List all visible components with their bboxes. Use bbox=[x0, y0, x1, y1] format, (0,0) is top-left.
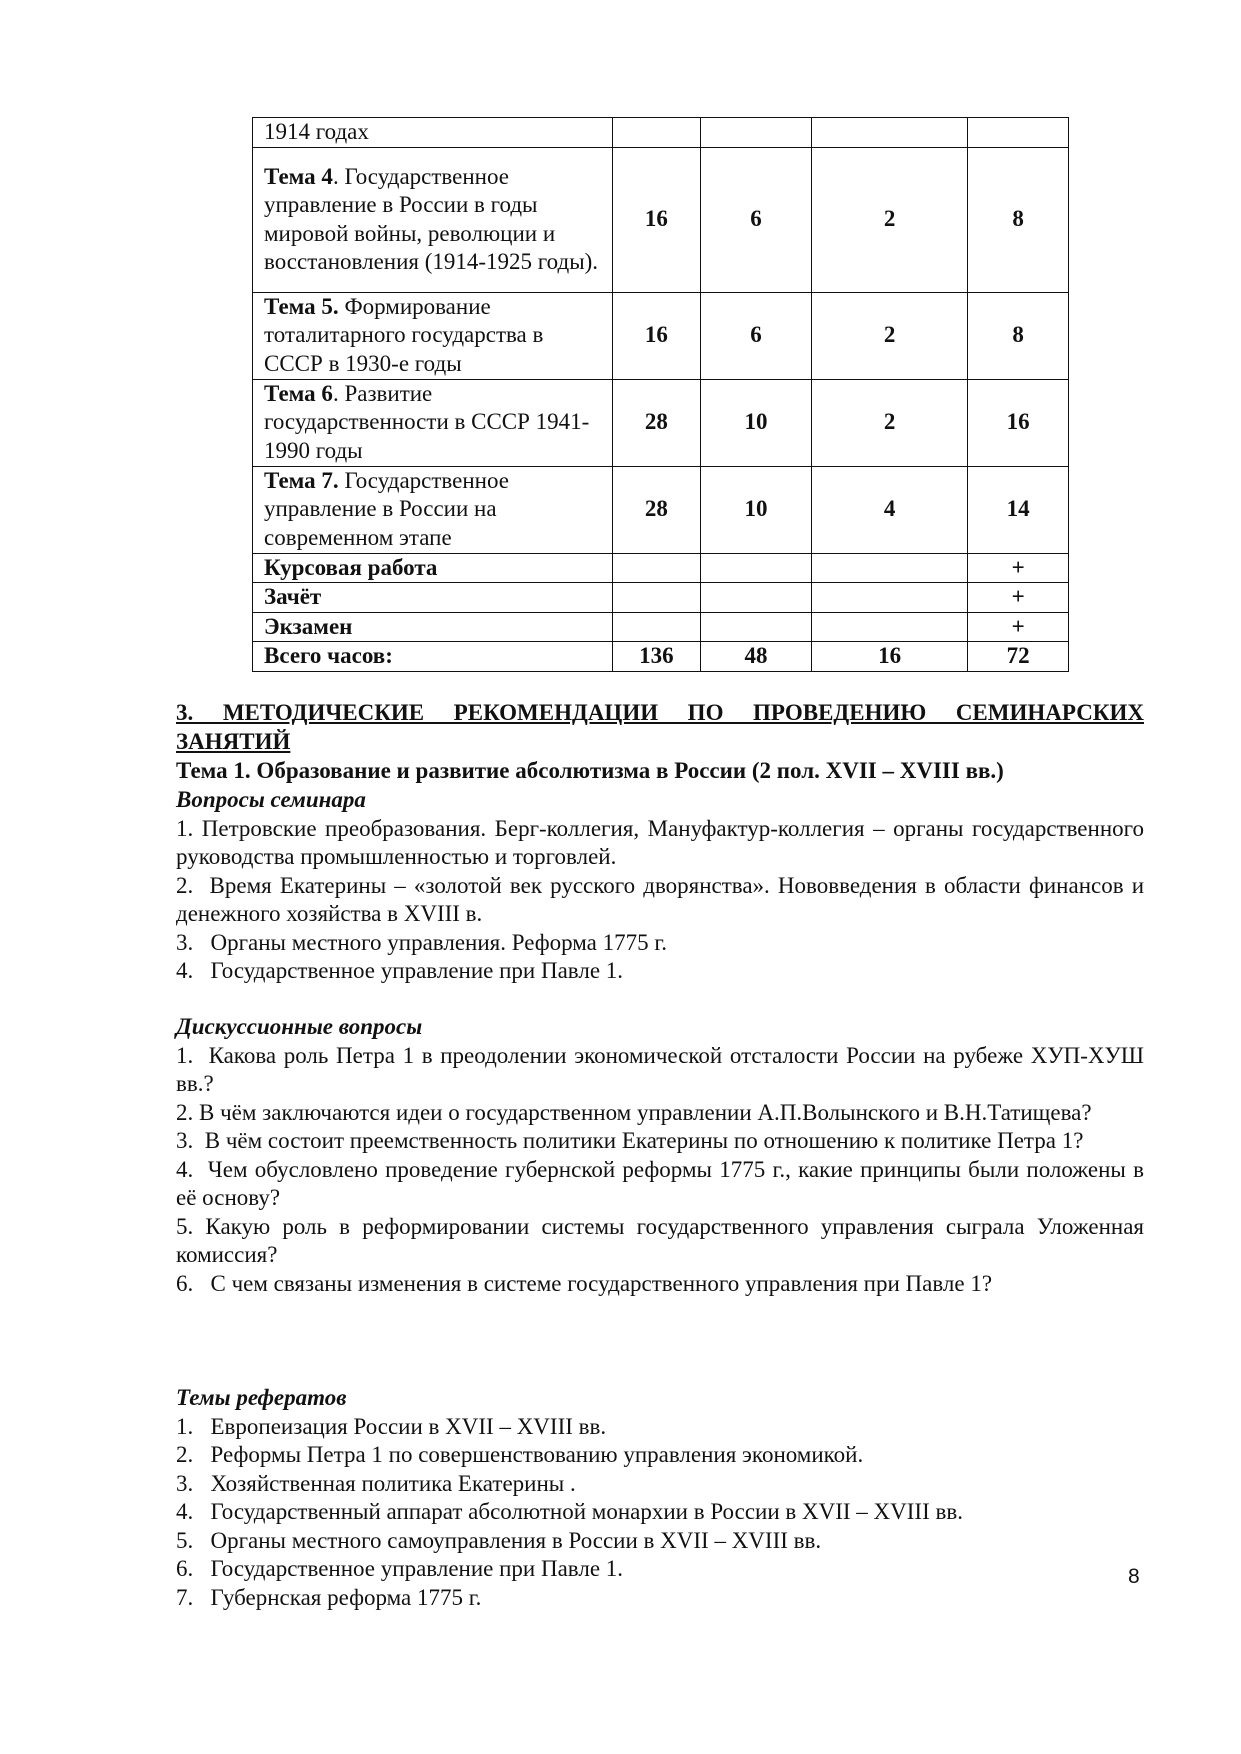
hours-seminars-cell: 2 bbox=[812, 147, 968, 292]
list-item: 5. Органы местного самоуправления в России в XVII – XVIII вв. bbox=[176, 1527, 822, 1553]
topic-cell: 1914 годах bbox=[253, 118, 613, 148]
hours-lectures-cell: 6 bbox=[701, 292, 812, 379]
seminar-questions-title: Вопросы семинара bbox=[176, 787, 366, 812]
seminar-questions bbox=[176, 786, 1144, 986]
hours-self-study-cell bbox=[968, 118, 1069, 148]
hours-self-study-cell: 8 bbox=[968, 147, 1069, 292]
hours-total-cell: 16 bbox=[612, 292, 700, 379]
list-item: 1. Европеизация России в XVII – XVIII вв. bbox=[176, 1413, 607, 1439]
hours-lectures-cell: 10 bbox=[701, 379, 812, 466]
table-row bbox=[253, 466, 1069, 553]
table-row bbox=[253, 118, 1069, 148]
list-item: 6. С чем связаны изменения в системе государственного управления при Павле 1? bbox=[176, 1270, 993, 1296]
list-item: 2. Время Екатерины – «золотой век русского дворянства». Нововведения в области финансов и денежного хозяйства в XVIII в. bbox=[176, 872, 1145, 926]
table-row bbox=[253, 612, 1069, 642]
hours-total-cell bbox=[612, 118, 700, 148]
topic-cell: Тема 7. Государственное управление в России на современном этапе bbox=[253, 466, 613, 553]
hours-seminars-cell bbox=[812, 118, 968, 148]
hours-seminars-cell: 4 bbox=[812, 466, 968, 553]
list-item: 4. Государственное управление при Павле 1. bbox=[176, 958, 624, 983]
hours-self-study-cell: + bbox=[968, 553, 1069, 583]
table-row bbox=[253, 583, 1069, 613]
section-heading-line: ЗАНЯТИЙ bbox=[176, 728, 291, 754]
topic-cell: Тема 6. Развитие государственности в СССР 1941-1990 годы bbox=[253, 379, 613, 466]
hours-self-study-cell: 14 bbox=[968, 466, 1069, 553]
section-heading bbox=[176, 699, 1144, 756]
list-item: 1. Петровские преобразования. Берг-коллегия, Мануфактур-коллегия – органы государственного руководства промышленностью и торговлей. bbox=[176, 815, 1144, 869]
hours-seminars-cell bbox=[812, 612, 968, 642]
topic-cell: Всего часов: bbox=[253, 642, 613, 672]
list-item: 3. Хозяйственная политика Екатерины . bbox=[176, 1470, 576, 1496]
list-item: 7. Губернская реформа 1775 г. bbox=[176, 1584, 482, 1610]
hours-total-cell bbox=[612, 612, 700, 642]
topic-cell: Тема 4. Государственное управление в России в годы мировой войны, революции и восстановления (1914-1925 годы). bbox=[253, 147, 613, 292]
essay-topics bbox=[176, 1384, 1144, 1612]
list-item: 3. Органы местного управления. Реформа 1775 г. bbox=[176, 929, 667, 955]
essay-topics-title: Темы рефератов bbox=[176, 1385, 347, 1410]
hours-self-study-cell: 16 bbox=[968, 379, 1069, 466]
hours-seminars-cell bbox=[812, 583, 968, 613]
hours-lectures-cell: 6 bbox=[701, 147, 812, 292]
list-item: 4. Государственный аппарат абсолютной монархии в России в XVII – XVIII вв. bbox=[176, 1499, 963, 1524]
hours-total-cell: 136 bbox=[612, 642, 700, 672]
topic-cell: Тема 5. Формирование тоталитарного государства в СССР в 1930-е годы bbox=[253, 292, 613, 379]
topic-cell: Курсовая работа bbox=[253, 553, 613, 583]
hours-lectures-cell bbox=[701, 583, 812, 613]
hours-table bbox=[252, 117, 1069, 672]
table-row bbox=[253, 379, 1069, 466]
table-row bbox=[253, 292, 1069, 379]
list-item: 6. Государственное управление при Павле 1. bbox=[176, 1556, 624, 1581]
hours-lectures-cell bbox=[701, 612, 812, 642]
hours-seminars-cell: 2 bbox=[812, 379, 968, 466]
hours-total-cell bbox=[612, 553, 700, 583]
discussion-questions-title: Дискуссионные вопросы bbox=[176, 1014, 423, 1039]
list-item: 5. Какую роль в реформировании системы государственного управления сыграла Уложенная комиссия? bbox=[176, 1213, 1145, 1267]
hours-self-study-cell: 72 bbox=[968, 642, 1069, 672]
hours-seminars-cell bbox=[812, 553, 968, 583]
list-item: 2. Реформы Петра 1 по совершенствованию управления экономикой. bbox=[176, 1442, 864, 1467]
hours-self-study-cell: + bbox=[968, 612, 1069, 642]
hours-total-cell: 28 bbox=[612, 466, 700, 553]
table-row bbox=[253, 553, 1069, 583]
topic-title: Тема 1. Образование и развитие абсолютизма в России (2 пол. XVII – XVIII вв.) bbox=[176, 758, 1004, 783]
hours-total-cell: 16 bbox=[612, 147, 700, 292]
hours-lectures-cell bbox=[701, 118, 812, 148]
list-item: 3. В чём состоит преемственность политики Екатерины по отношению к политике Петра 1? bbox=[176, 1128, 1084, 1153]
discussion-questions bbox=[176, 1013, 1144, 1298]
topic-cell: Зачёт bbox=[253, 583, 613, 613]
hours-lectures-cell bbox=[701, 553, 812, 583]
table-row-total bbox=[253, 642, 1069, 672]
table-row bbox=[253, 147, 1069, 292]
hours-lectures-cell: 48 bbox=[701, 642, 812, 672]
list-item: 2. В чём заключаются идеи о государственном управлении А.П.Волынского и В.Н.Татищева? bbox=[176, 1099, 1092, 1125]
list-item: 4. Чем обусловлено проведение губернской реформы 1775 г., какие принципы были положены в её основу? bbox=[176, 1156, 1144, 1210]
topic-cell: Экзамен bbox=[253, 612, 613, 642]
hours-seminars-cell: 2 bbox=[812, 292, 968, 379]
hours-self-study-cell: 8 bbox=[968, 292, 1069, 379]
page-number: 8 bbox=[1128, 1565, 1140, 1588]
hours-self-study-cell: + bbox=[968, 583, 1069, 613]
hours-total-cell: 28 bbox=[612, 379, 700, 466]
section-heading-line: 3. МЕТОДИЧЕСКИЕ РЕКОМЕНДАЦИИ ПО ПРОВЕДЕНИЮ СЕМИНАРСКИХ bbox=[176, 700, 1144, 725]
hours-total-cell bbox=[612, 583, 700, 613]
list-item: 1. Какова роль Петра 1 в преодолении экономической отсталости России на рубеже ХУП-ХУШ вв.? bbox=[176, 1042, 1145, 1096]
hours-lectures-cell: 10 bbox=[701, 466, 812, 553]
hours-seminars-cell: 16 bbox=[812, 642, 968, 672]
